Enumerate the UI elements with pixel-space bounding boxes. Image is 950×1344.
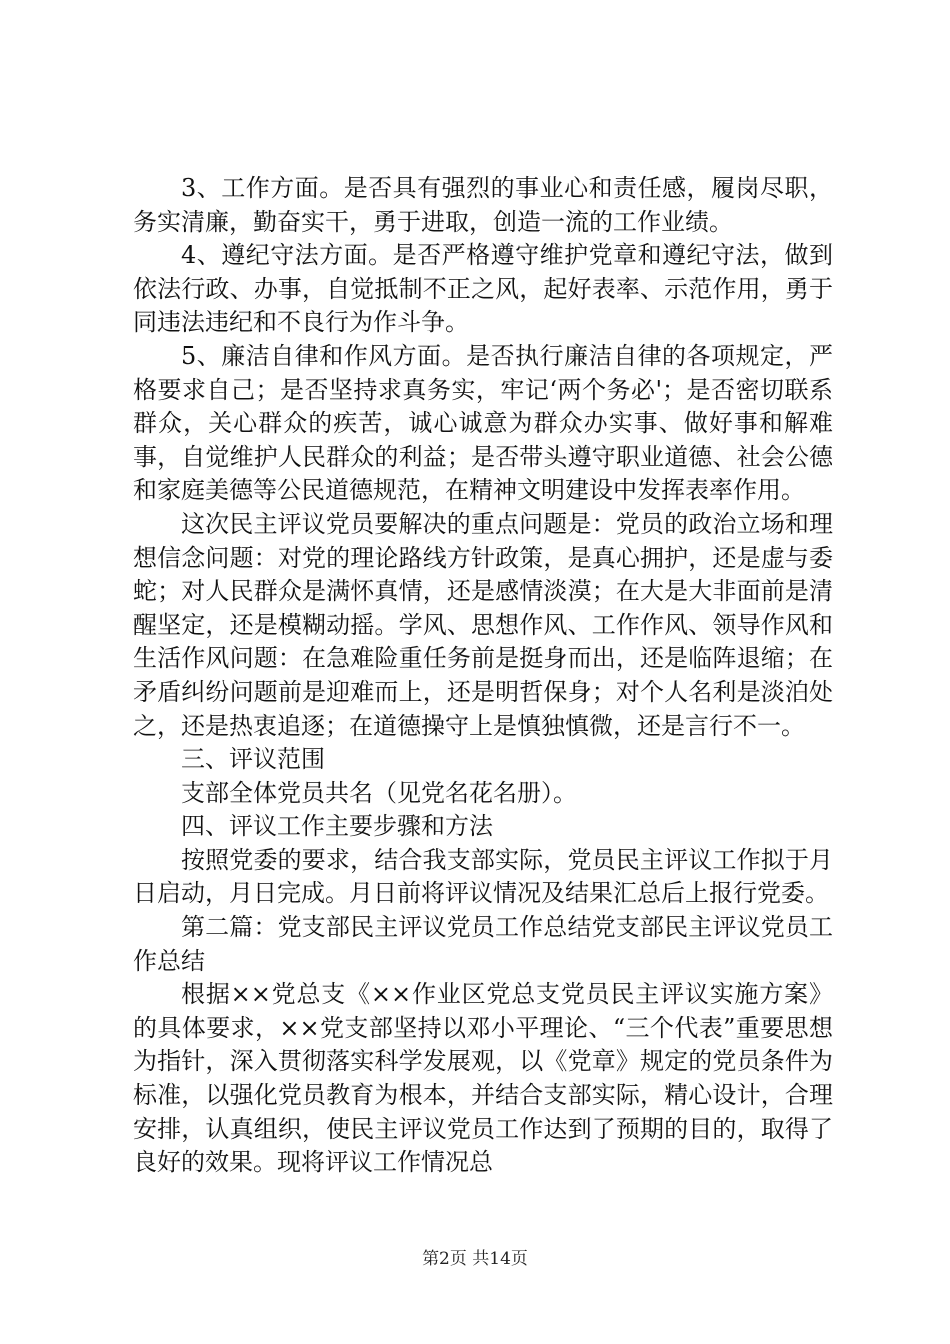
paragraph-integrity: 5、廉洁自律和作风方面。是否执行廉洁自律的各项规定，严格要求自己；是否坚持求真务实，牢记‘两个务必'；是否密切联系群众，关心群众的疾苦，诚心诚意为群众办实事、做好事和解难事，自觉维护人民群众的利益；是否带头遵守职业道德、社会公德和家庭美德等公民道德规范，在精神文明建设中发挥表率作用。 <box>133 341 833 505</box>
paragraph-steps: 按照党委的要求，结合我支部实际，党员民主评议工作拟于月日启动，月日完成。月日前将评议情况及结果汇总后上报行党委。 <box>133 845 833 908</box>
paragraph-summary: 根据××党总支《××作业区党总支党员民主评议实施方案》的具体要求，××党支部坚持以邓小平理论、“三个代表”重要思想为指针，深入贯彻落实科学发展观，以《党章》规定的党员条件为标准，以强化党员教育为根本，并结合支部实际，精心设计，合理安排，认真组织，使民主评议党员工作达到了预期的目的，取得了良好的效果。现将评议工作情况总 <box>133 980 833 1177</box>
paragraph-work: 3、工作方面。是否具有强烈的事业心和责任感，履岗尽职，务实清廉，勤奋实干，勇于进取，创造一流的工作业绩。 <box>133 174 833 236</box>
heading-steps: 四、评议工作主要步骤和方法 <box>181 812 493 841</box>
document-body <box>133 172 833 1180</box>
heading-part-two: 第二篇：党支部民主评议党员工作总结党支部民主评议党员工作总结 <box>133 913 833 975</box>
paragraph-scope: 支部全体党员共名（见党名花名册）。 <box>181 778 577 807</box>
paragraph-key-issues: 这次民主评议党员要解决的重点问题是：党员的政治立场和理想信念问题：对党的理论路线方针政策，是真心拥护，还是虚与委蛇；对人民群众是满怀真情，还是感情淡漠；在大是大非面前是清醒坚定，还是模糊动摇。学风、思想作风、工作作风、领导作风和生活作风问题：在急难险重任务前是挺身而出，还是临阵退缩；在矛盾纠纷问题前是迎难而上，还是明哲保身；对个人名利是淡泊处之，还是热衷追逐；在道德操守上是慎独慎微，还是言行不一。 <box>133 509 833 740</box>
paragraph-law: 4、遵纪守法方面。是否严格遵守维护党章和遵纪守法，做到依法行政、办事，自觉抵制不正之风，起好表率、示范作用，勇于同违法违纪和不良行为作斗争。 <box>133 241 833 337</box>
heading-scope: 三、评议范围 <box>181 745 325 774</box>
page-footer: 第2页 共14页 <box>422 1249 528 1269</box>
